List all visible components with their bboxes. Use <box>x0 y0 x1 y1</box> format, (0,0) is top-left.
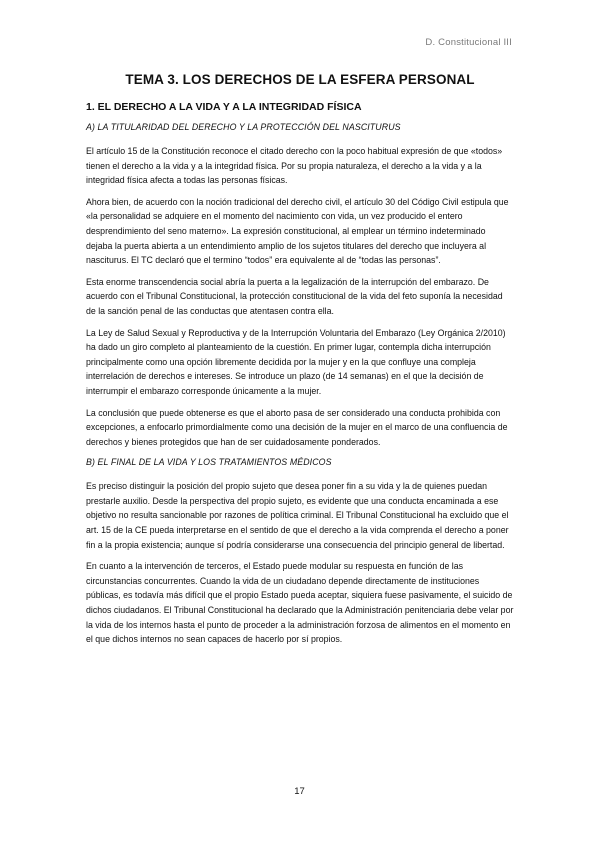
paragraph: La conclusión que puede obtenerse es que el aborto pasa de ser considerado una conducta prohibida con excepciones, a enfocarlo primordialmente como una decisión de la mujer en el marco de una confluencia de derechos y bienes protegidos que han de ser cuidadosamente ponderados. <box>86 407 508 447</box>
paragraph: En cuanto a la intervención de terceros, el Estado puede modular su respuesta en función de las circunstancias concurrentes. Cuando la vida de un ciudadano depende directamente de instituciones públicas, es todavía más difícil que el propio Estado pueda aceptar, siquiera fuese pasivamente, el suicido de dichos ciudadanos. El Tribunal Constitucional ha declarado que la Administración penitenciaria debe velar por la vida de los internos hasta el punto de proceder a la administración forzosa de alimentos en el momento en el que dichos internos no sean capaces de hacerlo por sí propios. <box>86 561 514 645</box>
paragraph: El artículo 15 de la Constitución reconoce el citado derecho con la poco habitual expresión de que «todos» tienen el derecho a la vida y a la integridad física. Por su propia naturaleza, el derecho a la vida y a la integridad física afecta a todas las personas físicas. <box>86 146 503 186</box>
running-header: D. Constitucional III <box>425 37 512 48</box>
subsection-heading-a: A) LA TITULARIDAD DEL DERECHO Y LA PROTECCIÓN DEL NASCITURUS <box>86 122 401 132</box>
section-heading: 1. EL DERECHO A LA VIDA Y A LA INTEGRIDAD FÍSICA <box>86 101 362 113</box>
chapter-title: TEMA 3. LOS DERECHOS DE LA ESFERA PERSONAL <box>125 72 475 87</box>
page-content <box>86 72 514 654</box>
paragraph: Ahora bien, de acuerdo con la noción tradicional del derecho civil, el artículo 30 del Código Civil estipula que «la personalidad se adquiere en el momento del nacimiento con vida, un vez producido el entero desprendimiento del seno materno». La expresión constitucional, al emplear un término indeterminado dejaba la puerta abierta a un entendimiento amplio de los sujetos titulares del derecho que incluyera al nasciturus. El TC declaró que el termino “todos” era equivalente al de “todas las personas”. <box>86 196 509 266</box>
page-number: 17 <box>294 786 305 797</box>
paragraph: Es preciso distinguir la posición del propio sujeto que desea poner fin a su vida y la de quienes puedan prestarle auxilio. Desde la perspectiva del propio sujeto, es evidente que una conducta encaminada a ese objetivo no resulta sancionable por razones de política criminal. El Tribunal Constitucional ha excluido que el art. 15 de la CE pueda interpretarse en el sentido de que el derecho a la vida comprenda el derecho a poner fin a la propia existencia; aunque sí podría considerarse una consecuencia del principio general de libertad. <box>86 481 509 550</box>
paragraph: La Ley de Salud Sexual y Reproductiva y de la Interrupción Voluntaria del Embarazo (Ley Orgánica 2/2010) ha dado un giro completo al planteamiento de la cuestión. En primer lugar, contempla dicha interrupción principalmente como una opción libremente decidida por la mujer y en la que confluye una compleja interrelación de derechos e intereses. Se introduce un plazo (de 14 semanas) en el que la decisión de interrumpir el embarazo corresponde únicamente a la mujer. <box>86 327 506 396</box>
paragraph: Esta enorme transcendencia social abría la puerta a la legalización de la interrupción del embarazo. De acuerdo con el Tribunal Constitucional, la protección constitucional de la vida del feto suponía la necesidad de la sanción penal de las conductas que atentasen contra ella. <box>86 276 503 316</box>
subsection-heading-b: B) EL FINAL DE LA VIDA Y LOS TRATAMIENTOS MÉDICOS <box>86 457 332 468</box>
